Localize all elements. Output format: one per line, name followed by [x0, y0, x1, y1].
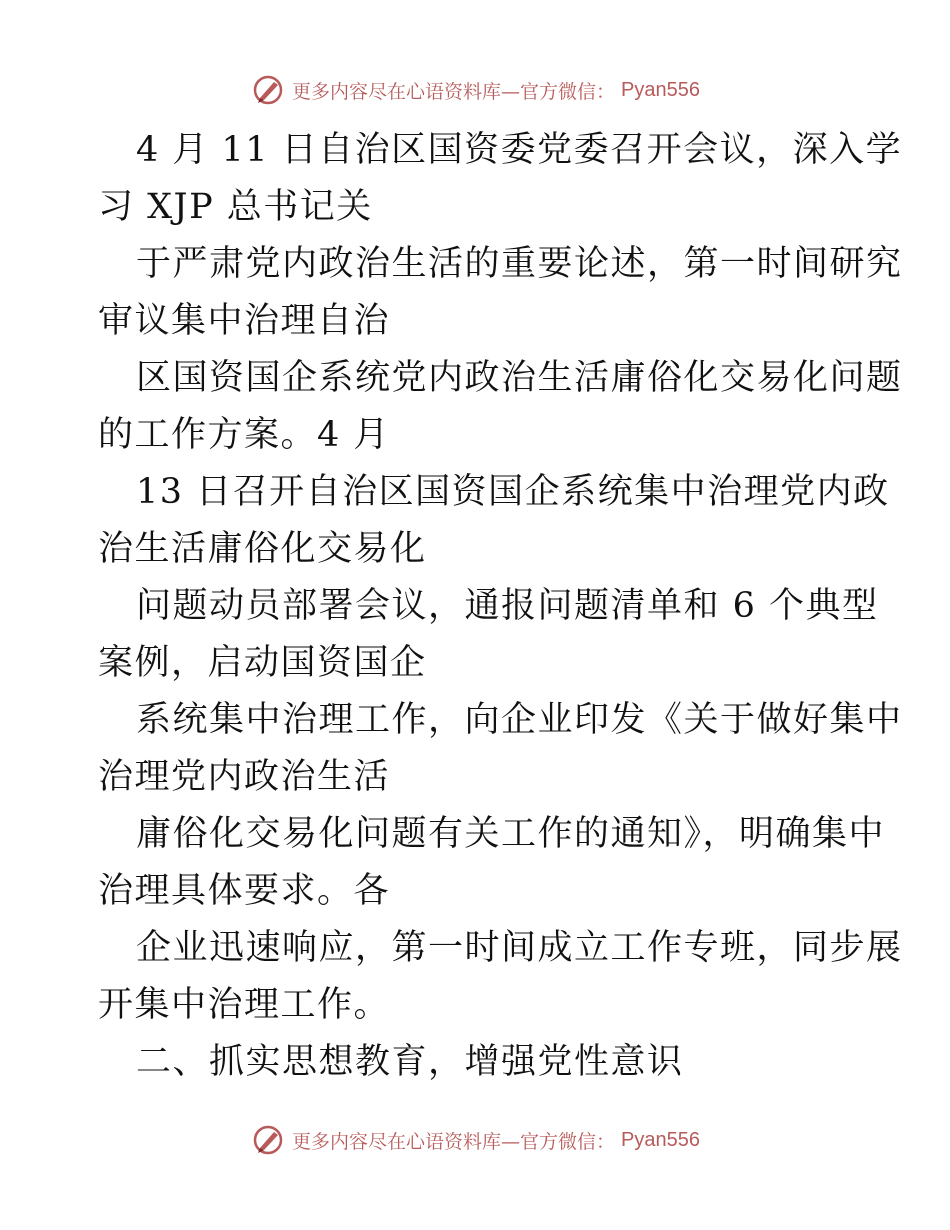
paragraph-line: 习 XJP 总书记关 — [98, 187, 373, 227]
paragraph-line: 庸俗化交易化问题有关工作的通知》，明确集中 — [136, 814, 886, 854]
watermark-account: Pyan556 — [621, 78, 700, 101]
paragraph-line: 问题动员部署会议，通报问题清单和 6 个典型 — [136, 586, 879, 626]
watermark-account: Pyan556 — [621, 1128, 700, 1151]
paragraph-1 — [98, 122, 903, 236]
document-body — [98, 122, 903, 1091]
paragraph-line: 治理具体要求。各 — [98, 871, 391, 911]
heading-text: 二、抓实思想教育，增强党性意识 — [136, 1042, 684, 1082]
paragraph-line: 治生活庸俗化交易化 — [98, 529, 427, 569]
paragraph-line: 系统集中治理工作，向企业印发《关于做好集中 — [136, 700, 903, 740]
paragraph-line: 治理党内政治生活 — [98, 757, 391, 797]
paragraph-8 — [98, 920, 903, 1034]
paragraph-line: 的工作方案。4 月 — [98, 415, 390, 455]
pen-logo-icon — [250, 72, 286, 108]
paragraph-line: 13 日召开自治区国资国企系统集中治理党内政 — [136, 472, 890, 512]
paragraph-line: 企业迅速响应，第一时间成立工作专班，同步展 — [136, 928, 903, 968]
paragraph-4 — [98, 464, 890, 578]
paragraph-7 — [98, 806, 886, 920]
paragraph-line: 于严肃党内政治生活的重要论述，第一时间研究 — [136, 244, 903, 284]
paragraph-line: 案例，启动国资国企 — [98, 643, 427, 683]
watermark-text: 更多内容尽在心语资料库—官方微信： — [292, 80, 616, 103]
header-watermark — [0, 70, 950, 110]
watermark-text: 更多内容尽在心语资料库—官方微信： — [292, 1130, 616, 1153]
section-heading — [98, 1034, 858, 1091]
paragraph-2 — [98, 236, 903, 350]
paragraph-line: 区国资国企系统党内政治生活庸俗化交易化问题 — [136, 358, 903, 398]
paragraph-line: 开集中治理工作。 — [98, 985, 391, 1025]
paragraph-5 — [98, 578, 879, 692]
pen-logo-icon — [250, 1122, 286, 1158]
paragraph-line: 4 月 11 日自治区国资委党委召开会议，深入学 — [136, 130, 903, 170]
paragraph-line: 审议集中治理自治 — [98, 301, 391, 341]
paragraph-3 — [98, 350, 903, 464]
paragraph-6 — [98, 692, 903, 806]
footer-watermark — [0, 1120, 950, 1160]
